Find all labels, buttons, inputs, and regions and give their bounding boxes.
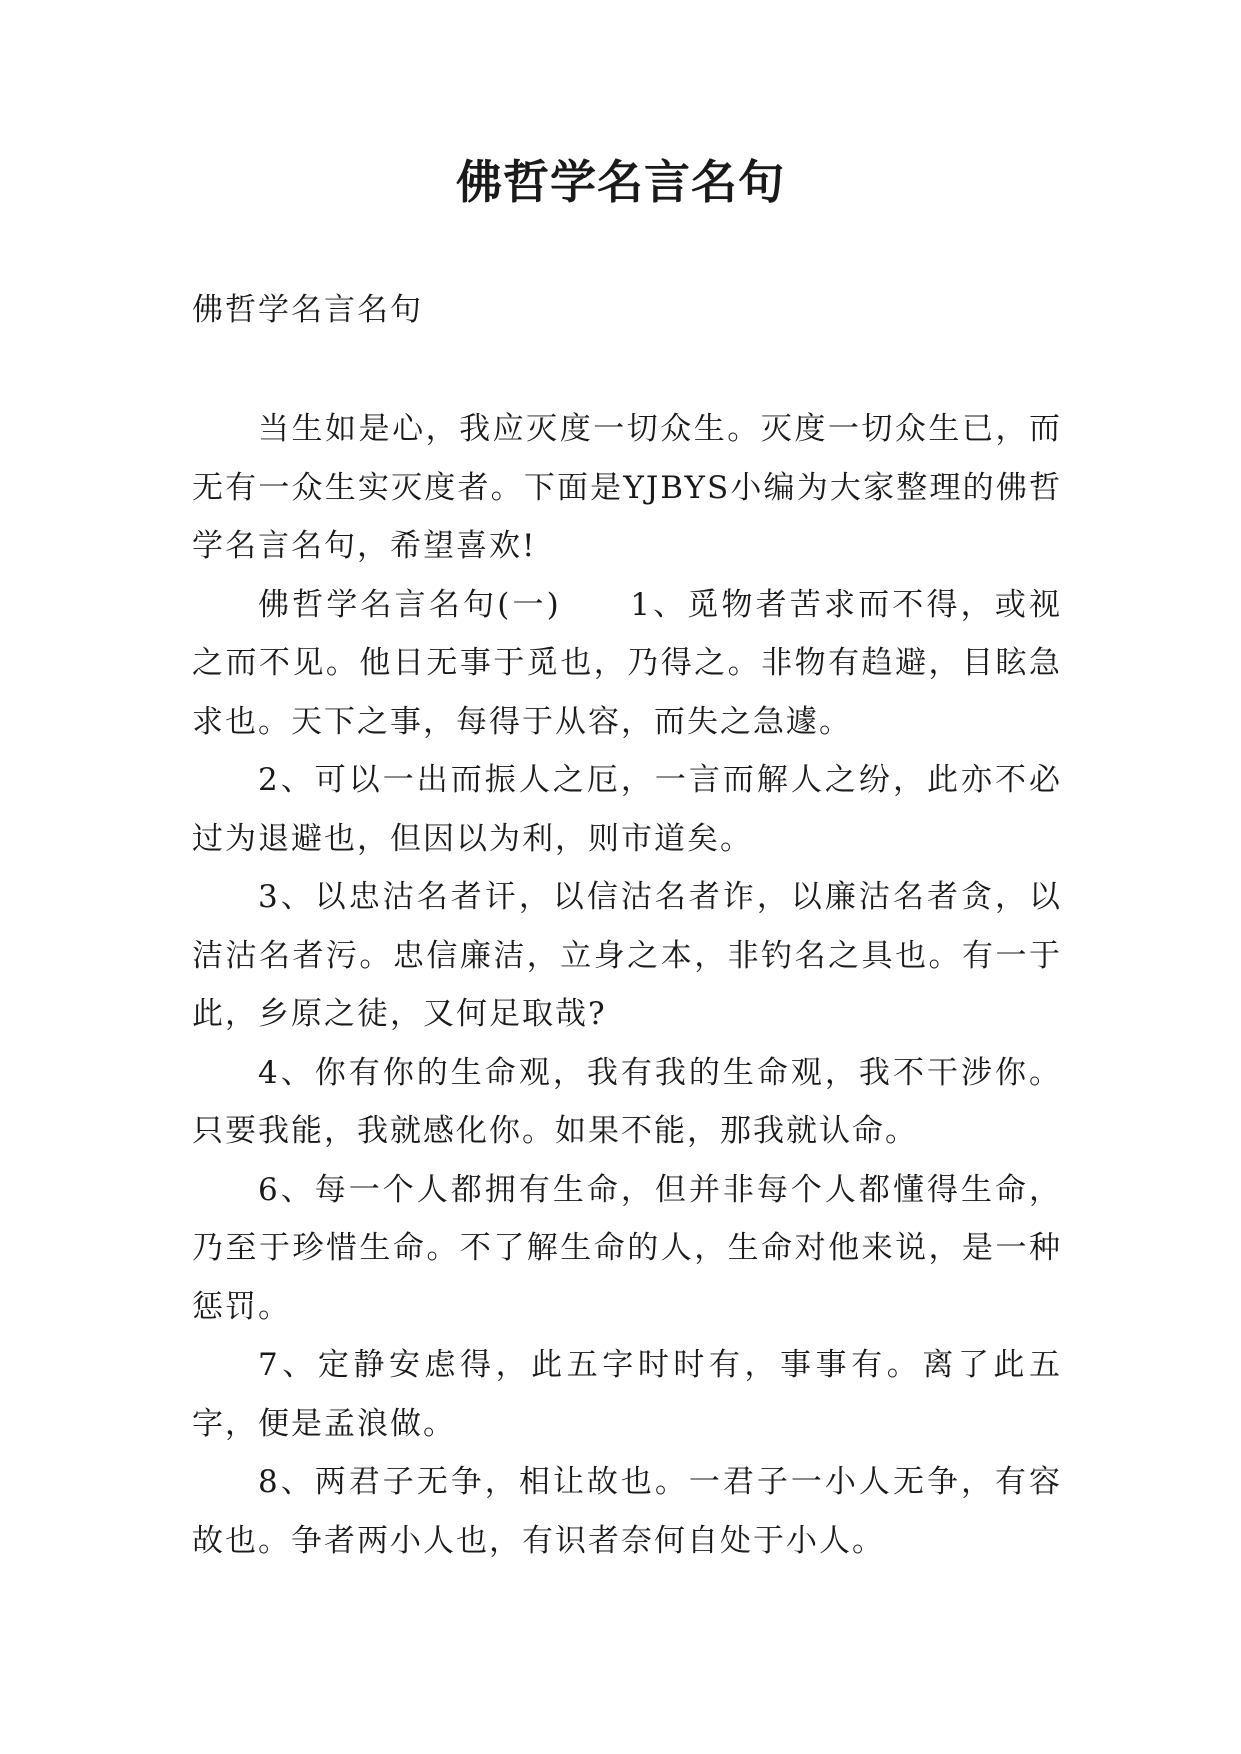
quote-paragraph-8: 8、两君子无争，相让故也。一君子一小人无争，有容故也。争者两小人也，有识者奈何自处于小人。 bbox=[192, 1464, 1062, 1559]
quote-paragraph-6: 6、每一个人都拥有生命，但并非每个人都懂得生命，乃至于珍惜生命。不了解生命的人，生命对他来说，是一种惩罚。 bbox=[192, 1171, 1062, 1325]
quote-paragraph-2: 2、可以一出而振人之厄，一言而解人之纷，此亦不必过为退避也，但因以为利，则市道矣。 bbox=[192, 762, 1062, 857]
document-body bbox=[192, 400, 1062, 1570]
intro-paragraph: 当生如是心，我应灭度一切众生。灭度一切众生已，而无有一众生实灭度者。下面是YJBYS小编为大家整理的佛哲学名言名句，希望喜欢! bbox=[192, 411, 1062, 564]
document-title: 佛哲学名言名句 bbox=[456, 155, 785, 209]
document-subtitle: 佛哲学名言名句 bbox=[192, 292, 423, 328]
quote-paragraph-3: 3、以忠沽名者讦，以信沽名者诈，以廉沽名者贪，以洁沽名者污。忠信廉洁，立身之本，非钓名之具也。有一于此，乡原之徒，又何足取哉? bbox=[192, 879, 1062, 1032]
quote-paragraph-4: 4、你有你的生命观，我有我的生命观，我不干涉你。只要我能，我就感化你。如果不能，那我就认命。 bbox=[192, 1054, 1062, 1149]
quote-paragraph-1: 佛哲学名言名句(一) 1、觅物者苦求而不得，或视之而不见。他日无事于觅也，乃得之。非物有趋避，目眩急求也。天下之事，每得于从容，而失之急遽。 bbox=[192, 586, 1062, 740]
quote-paragraph-7: 7、定静安虑得，此五字时时有，事事有。离了此五字，便是孟浪做。 bbox=[192, 1347, 1062, 1442]
